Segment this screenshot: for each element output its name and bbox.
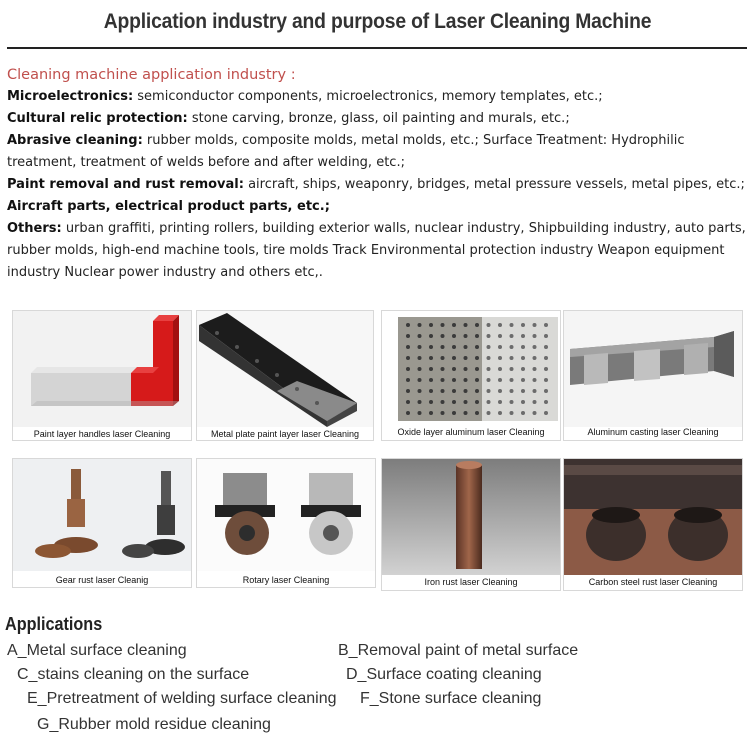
gallery-caption: Metal plate paint layer laser Cleaning	[210, 429, 360, 439]
industry-heading: Cleaning machine application industry :	[7, 67, 296, 83]
industry-item-cultural-relic	[7, 108, 752, 130]
application-item-b: B_Removal paint of metal surface	[338, 642, 579, 659]
item-label: Microelectronics:	[7, 89, 134, 104]
gallery-tile-gear	[12, 458, 192, 588]
item-label: Others:	[7, 221, 62, 236]
industry-item-microelectronics	[7, 86, 752, 108]
application-item-e: E_Pretreatment of welding surface cleaning	[27, 690, 337, 707]
application-item-g: G_Rubber mold residue cleaning	[37, 716, 271, 733]
gallery-caption: Carbon steel rust laser Cleaning	[588, 577, 718, 587]
gallery-tile-aluminum-plate	[381, 310, 561, 441]
gallery-caption: Oxide layer aluminum laser Cleaning	[397, 427, 545, 437]
gallery-tile-paint-handles	[12, 310, 192, 441]
item-text: aircraft, ships, weaponry, bridges, metal pressure vessels, metal pipes, etc.;	[243, 177, 745, 192]
carbon-steel-image	[564, 459, 742, 575]
gallery-tile-carbon-steel	[563, 458, 743, 591]
industry-section	[7, 64, 752, 284]
page-title: Application industry and purpose of Laser Cleaning Machine	[103, 10, 652, 33]
industry-item-aircraft-parts	[7, 196, 752, 218]
iron-rod-image	[382, 459, 560, 575]
gallery-caption: Gear rust laser Cleanig	[55, 575, 149, 585]
application-item-d: D_Surface coating cleaning	[346, 666, 542, 683]
item-text: stone carving, bronze, glass, oil painting and murals, etc.;	[187, 111, 570, 126]
application-item-a: A_Metal surface cleaning	[7, 642, 187, 659]
item-label: Aircraft parts, electrical product parts, etc.;	[7, 199, 330, 214]
industry-item-paint-removal	[7, 174, 752, 196]
item-label: Abrasive cleaning:	[7, 133, 143, 148]
industry-item-others	[7, 218, 752, 284]
gallery-caption: Paint layer handles laser Cleaning	[33, 429, 171, 439]
title-divider	[7, 47, 747, 49]
aluminum-plate-image	[382, 311, 560, 427]
item-label: Paint removal and rust removal:	[7, 177, 244, 192]
application-item-f: F_Stone surface cleaning	[360, 690, 542, 707]
gallery-tile-rotary	[196, 458, 376, 588]
metal-plate-image	[197, 311, 373, 427]
gallery-tile-iron-rod	[381, 458, 561, 591]
item-text: urban graffiti, printing rollers, building exterior walls, nuclear industry, Shipbuilding industry, auto parts, rubber molds, high-end machine tools, tire molds Track Environmental protection industry Weapon equipment industry Nuclear power industry and others etc,.	[7, 221, 746, 280]
gear-image	[13, 459, 191, 571]
gallery-caption: Iron rust laser Cleaning	[424, 577, 518, 587]
rotary-image	[197, 459, 375, 571]
applications-heading: Applications	[5, 614, 103, 634]
item-text: rubber molds, composite molds, metal molds, etc.; Surface Treatment: Hydrophilic treatment, treatment of welds before and after welding, etc.;	[7, 133, 685, 170]
gallery-tile-aluminum-casting	[563, 310, 743, 441]
gallery-tile-metal-plate	[196, 310, 374, 441]
gallery-caption: Rotary laser Cleaning	[242, 575, 330, 585]
gallery-caption: Aluminum casting laser Cleaning	[587, 427, 719, 437]
application-item-c: C_stains cleaning on the surface	[17, 666, 250, 683]
item-text: semiconductor components, microelectronics, memory templates, etc.;	[133, 89, 603, 104]
red-handle-image	[13, 311, 191, 427]
item-label: Cultural relic protection:	[7, 111, 188, 126]
aluminum-casting-image	[564, 311, 742, 427]
industry-item-abrasive	[7, 130, 752, 174]
